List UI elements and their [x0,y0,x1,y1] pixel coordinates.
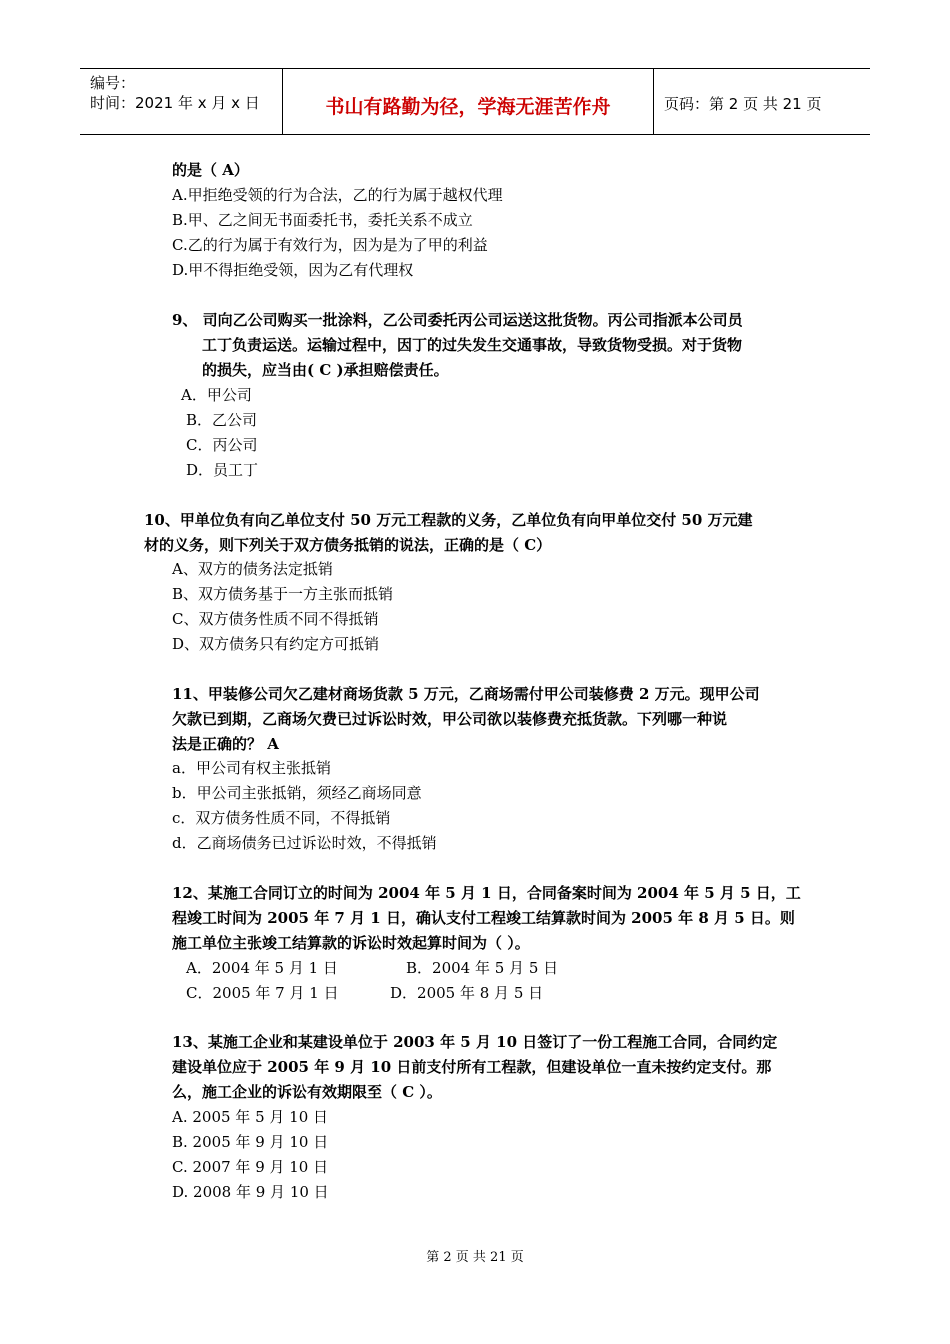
option-line: B．2004 年 5 月 5 日 [406,959,559,977]
question-stem: 的损失，应当由( C )承担赔偿责任。 [202,361,449,379]
option-line: A．甲公司 [181,386,252,404]
header-motto-cell [282,69,654,134]
question-stem: 程竣工时间为 2005 年 7 月 1 日，确认支付工程竣工结算款时间为 2005 年 8 月 5 日。则 [172,909,795,927]
option-line: B. 2005 年 9 月 10 日 [172,1133,329,1151]
option-line: D．员工丁 [186,461,259,479]
option-line: A.甲拒绝受领的行为合法，乙的行为属于越权代理 [172,186,503,204]
question-stem: 工丁负责运送。运输过程中，因丁的过失发生交通事故，导致货物受损。对于货物 [202,336,743,354]
question-stem: 11、甲装修公司欠乙建材商场货款 5 万元，乙商场需付甲公司装修费 2 万元。现甲公司 [172,685,760,703]
option-line: d．乙商场债务已过诉讼时效，不得抵销 [172,834,437,852]
option-line: B.甲、乙之间无书面委托书，委托关系不成立 [172,211,473,229]
option-line: a．甲公司有权主张抵销 [172,759,331,777]
option-line: D．2005 年 8 月 5 日 [390,984,544,1002]
question-stem: 欠款已到期，乙商场欠费已过诉讼时效，甲公司欲以装修费充抵货款。下列哪一种说 [172,710,728,728]
option-line: C.乙的行为属于有效行为，因为是为了甲的利益 [172,236,488,254]
option-line: b．甲公司主张抵销，须经乙商场同意 [172,784,422,802]
option-line: B、双方债务基于一方主张而抵销 [172,585,394,603]
header-motto: 书山有路勤为径，学海无涯苦作舟 [325,96,611,118]
page-footer: 第 2 页 共 21 页 [426,1250,524,1265]
option-line: C、双方债务性质不同不得抵销 [172,610,379,628]
option-line: B．乙公司 [186,411,258,429]
option-line: D、双方债务只有约定方可抵销 [172,635,380,653]
question-8-stem-end: 的是（ A） [172,161,249,179]
question-stem: 施工单位主张竣工结算款的诉讼时效起算时间为（ ）。 [172,934,530,952]
header-meta [80,69,282,134]
option-line: C. 2007 年 9 月 10 日 [172,1158,329,1176]
question-stem: 么，施工企业的诉讼有效期限至（ C ）。 [172,1083,442,1101]
option-line: D.甲不得拒绝受领，因为乙有代理权 [172,261,414,279]
header-page-number: 页码：第 2 页 共 21 页 [664,95,822,113]
question-stem: 建设单位应于 2005 年 9 月 10 日前支付所有工程款，但建设单位一直未按约定支付。那 [172,1058,772,1076]
question-stem: 材的义务，则下列关于双方债务抵销的说法，正确的是（ C） [144,536,552,554]
question-stem: 法是正确的？ A [172,735,279,753]
option-line: D. 2008 年 9 月 10 日 [172,1183,329,1201]
question-stem: 10、甲单位负有向乙单位支付 50 万元工程款的义务，乙单位负有向甲单位交付 50 万元建 [144,511,753,529]
option-line: C．丙公司 [186,436,258,454]
option-line: C．2005 年 7 月 1 日 [186,984,339,1002]
option-line: A．2004 年 5 月 1 日 [186,959,338,977]
option-line: A. 2005 年 5 月 10 日 [172,1108,329,1126]
page-header [80,68,870,135]
option-line: c．双方债务性质不同，不得抵销 [172,809,391,827]
question-stem: 9、 司向乙公司购买一批涂料，乙公司委托丙公司运送这批货物。丙公司指派本公司员 [172,311,743,329]
header-code: 编号： [90,74,136,92]
option-line: A、双方的债务法定抵销 [172,560,333,578]
header-date: 时间：2021 年 x 月 x 日 [90,94,260,112]
question-stem: 12、某施工合同订立的时间为 2004 年 5 月 1 日，合同备案时间为 2004 年 5 月 5 日，工 [172,884,801,902]
question-stem: 13、某施工企业和某建设单位于 2003 年 5 月 10 日签订了一份工程施工合同，合同约定 [172,1033,778,1051]
